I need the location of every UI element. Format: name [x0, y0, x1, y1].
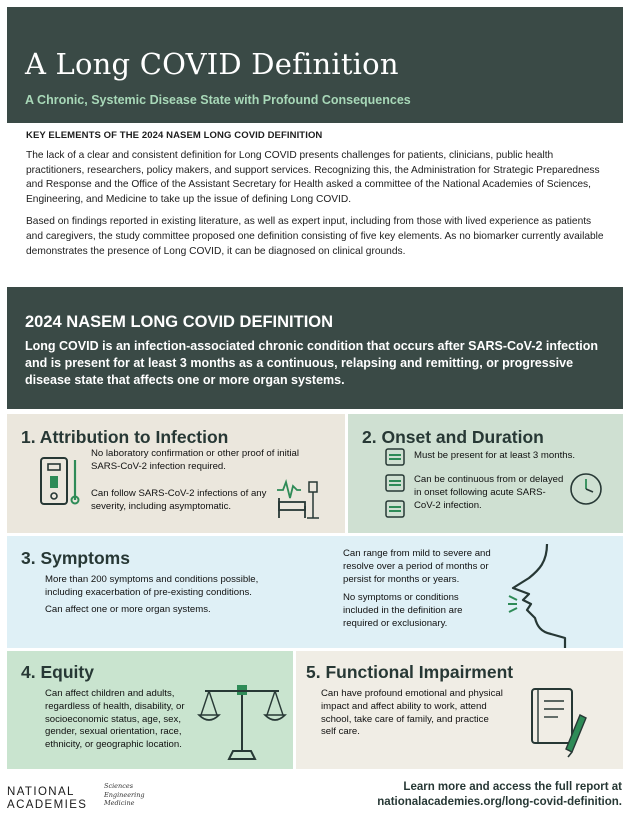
element-equity-panel: [7, 651, 293, 769]
page-title: A Long COVID Definition: [25, 47, 399, 81]
element-5-title: 5. Functional Impairment: [306, 662, 514, 682]
footer-link-line-1: Learn more and access the full report at: [403, 781, 622, 793]
logo-line-1: NATIONAL: [7, 786, 75, 798]
element-4-text-1: Can affect children and adults, regardless of health, disability, or socioeconomic status, age, sex, gender, sexual orientation, race, ethnicity, or geographic location.: [45, 688, 185, 751]
calendar-stack-icon: [384, 446, 406, 524]
definition-text: Long COVID is an infection-associated chronic condition that occurs after SARS-CoV-2 infection and is present for at least 3 months as a continuous, relapsing and remitting, or progressive disease state that affects one or more organ systems.: [25, 339, 598, 388]
element-5-text-1: Can have profound emotional and physical impact and affect ability to work, attend school, take care of family, and practice self care.: [321, 688, 503, 738]
element-3-title: 3. Symptoms: [21, 548, 130, 568]
element-2-title: 2. Onset and Duration: [362, 427, 544, 447]
footer-report-link[interactable]: [377, 780, 622, 810]
element-attribution-panel: [7, 414, 345, 533]
header-banner: [7, 7, 623, 123]
nasem-logo: [7, 786, 87, 812]
definition-box: [7, 287, 623, 409]
definition-title: 2024 NASEM LONG COVID DEFINITION: [25, 313, 334, 331]
element-1-text-2: Can follow SARS-CoV-2 infections of any severity, including asymptomatic.: [91, 488, 267, 512]
element-2-text-1: Must be present for at least 3 months.: [414, 450, 576, 461]
element-2-text-2: Can be continuous from or delayed in onset following acute SARS-CoV-2 infection.: [414, 474, 564, 511]
face-profile-icon: [507, 542, 621, 648]
hospital-bed-icon: [275, 478, 331, 522]
element-1-text-1: No laboratory confirmation or other proof of initial SARS-CoV-2 infection required.: [91, 448, 299, 472]
element-3-text-3: Can range from mild to severe and resolve over a period of months or persist for months or years.: [343, 548, 491, 585]
clock-icon: [569, 472, 603, 506]
element-4-title: 4. Equity: [21, 662, 94, 682]
element-1-title: 1. Attribution to Infection: [21, 427, 229, 447]
intro-section: [26, 130, 606, 267]
element-3-text-4: No symptoms or conditions included in the definition are required or exclusionary.: [343, 592, 463, 629]
logo-sub-sciences: Sciences: [104, 782, 134, 790]
intro-paragraph-2: Based on findings reported in existing literature, as well as expert input, including from those with lived experience as patients and caregivers, the study committee proposed one definition consisting of five key elements. As no biomarker currently available demonstrates the presence of Long COVID, it can be diagnosed on clinical grounds.: [26, 216, 604, 257]
element-3-text-2: Can affect one or more organ systems.: [45, 604, 211, 615]
element-onset-panel: [348, 414, 623, 533]
logo-sub-medicine: Medicine: [104, 799, 135, 808]
footer-link-url[interactable]: nationalacademies.org/long-covid-definition.: [377, 796, 622, 808]
test-kit-icon: [39, 456, 83, 506]
balance-scale-icon: [197, 681, 289, 763]
logo-sub-engineering: Engineering: [104, 790, 145, 799]
page-subtitle: A Chronic, Systemic Disease State with Profound Consequences: [25, 93, 411, 107]
notebook-pen-icon: [528, 685, 588, 759]
element-3-text-1: More than 200 symptoms and conditions possible, including exacerbation of pre-existing conditions.: [45, 574, 259, 598]
element-functional-panel: [296, 651, 623, 769]
element-symptoms-panel: [7, 536, 623, 648]
intro-label: KEY ELEMENTS OF THE 2024 NASEM LONG COVID DEFINITION: [26, 130, 323, 141]
intro-paragraph-1: The lack of a clear and consistent definition for Long COVID presents challenges for patients, clinicians, public health practitioners, researchers, policy makers, and support services. Recognizing this, the Administration for Strategic Preparedness and Response and the Office of the Assistant Secretary for Health asked a committee of the National Academies of Sciences, Engineering, and Medicine to take up the issue of defining Long COVID.: [26, 150, 600, 205]
logo-line-2: ACADEMIES: [7, 799, 88, 811]
logo-subtitle: [104, 782, 145, 808]
